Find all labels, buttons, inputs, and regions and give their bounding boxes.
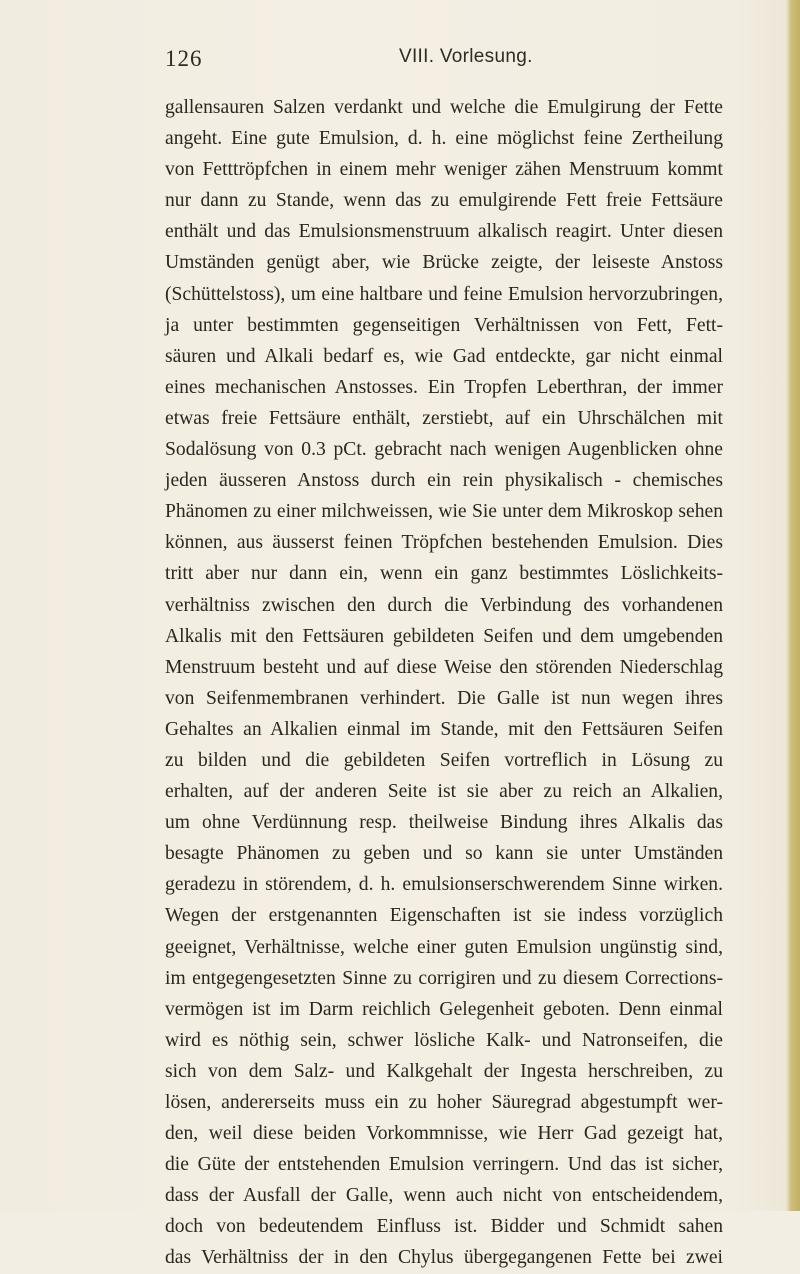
text-line: Wegen der erstgenannten Eigenschaften ist sie indess vorzüglich [165,905,723,927]
text-line: geradezu in störendem, d. h. emulsionserschwerendem Sinne wirken. [165,874,723,896]
page-header [0,46,800,82]
text-line: geeignet, Verhältnisse, welche einer guten Emulsion ungünstig sind, [165,936,723,958]
text-line: säuren und Alkali bedarf es, wie Gad entdeckte, gar nicht einmal [165,345,723,367]
text-line: eines mechanischen Anstosses. Ein Tropfen Leberthran, der immer [165,376,723,398]
text-line: zu bilden und die gebildeten Seifen vortreflich in Lösung zu [165,749,723,771]
text-line: dass der Ausfall der Galle, wenn auch nicht von entscheidendem, [165,1185,723,1207]
text-line: (Schüttelstoss), um eine haltbare und feine Emulsion hervorzubringen, [165,283,723,305]
text-line: Alkalis mit den Fettsäuren gebildeten Seifen und dem umgebenden [165,625,723,647]
text-line: um ohne Verdünnung resp. theilweise Bindung ihres Alkalis das [165,812,723,834]
text-line: ja unter bestimmten gegenseitigen Verhältnissen von Fett, Fett- [165,314,723,336]
text-line: von Fetttröpfchen in einem mehr weniger zähen Menstruum kommt [165,159,723,181]
text-line: besagte Phänomen zu geben und so kann sie unter Umständen [165,843,723,865]
text-line: erhalten, auf der anderen Seite ist sie aber zu reich an Alkalien, [165,781,723,803]
text-line: doch von bedeutendem Einfluss ist. Bidder und Schmidt sahen [165,1216,723,1238]
text-line: von Seifenmembranen verhindert. Die Galle ist nun wegen ihres [165,687,723,709]
text-line: das Verhältniss der in den Chylus übergegangenen Fette bei zwei [165,1247,723,1269]
text-line: im entgegengesetzten Sinne zu corrigiren und zu diesem Corrections- [165,967,723,989]
text-line: die Güte der entstehenden Emulsion verringern. Und das ist sicher, [165,1154,723,1176]
text-line: sich von dem Salz- und Kalkgehalt der Ingesta herschreiben, zu [165,1060,723,1082]
text-line: verhältniss zwischen den durch die Verbindung des vorhandenen [165,594,723,616]
body-text [165,92,723,1274]
page-edge-shadow [786,0,800,1211]
text-line: lösen, andererseits muss ein zu hoher Säuregrad abgestumpft wer- [165,1092,723,1113]
text-line: Umständen genügt aber, wie Brücke zeigte, der leiseste Anstoss [165,252,723,274]
text-line: wird es nöthig sein, schwer lösliche Kalk- und Natronseifen, die [165,1029,723,1051]
text-line: enthält und das Emulsionsmenstruum alkalisch reagirt. Unter diesen [165,221,723,243]
text-line: jeden äusseren Anstoss durch ein rein physikalisch - chemisches [165,470,723,492]
text-line: etwas freie Fettsäure enthält, zerstiebt, auf ein Uhrschälchen mit [165,407,723,429]
text-line: Gehaltes an Alkalien einmal im Stande, mit den Fettsäuren Seifen [165,718,723,740]
text-line: können, aus äusserst feinen Tröpfchen bestehenden Emulsion. Dies [165,532,723,554]
text-line: nur dann zu Stande, wenn das zu emulgirende Fett freie Fettsäure [165,190,723,212]
text-line: Phänomen zu einer milchweissen, wie Sie unter dem Mikroskop sehen [165,501,723,523]
text-line: angeht. Eine gute Emulsion, d. h. eine möglichst feine Zertheilung [165,128,723,150]
text-line: vermögen ist im Darm reichlich Gelegenheit geboten. Denn einmal [165,998,723,1020]
text-line: gallensauren Salzen verdankt und welche die Emulgirung der Fette [165,97,723,118]
text-line: Menstruum besteht und auf diese Weise den störenden Niederschlag [165,656,723,678]
text-line: Sodalösung von 0.3 pCt. gebracht nach wenigen Augenblicken ohne [165,439,723,461]
page-number: 126 [165,46,203,71]
running-title: VIII. Vorlesung. [399,46,533,67]
text-line: den, weil diese beiden Vorkommnisse, wie Herr Gad gezeigt hat, [165,1123,723,1145]
text-line: tritt aber nur dann ein, wenn ein ganz bestimmtes Löslichkeits- [165,563,723,585]
